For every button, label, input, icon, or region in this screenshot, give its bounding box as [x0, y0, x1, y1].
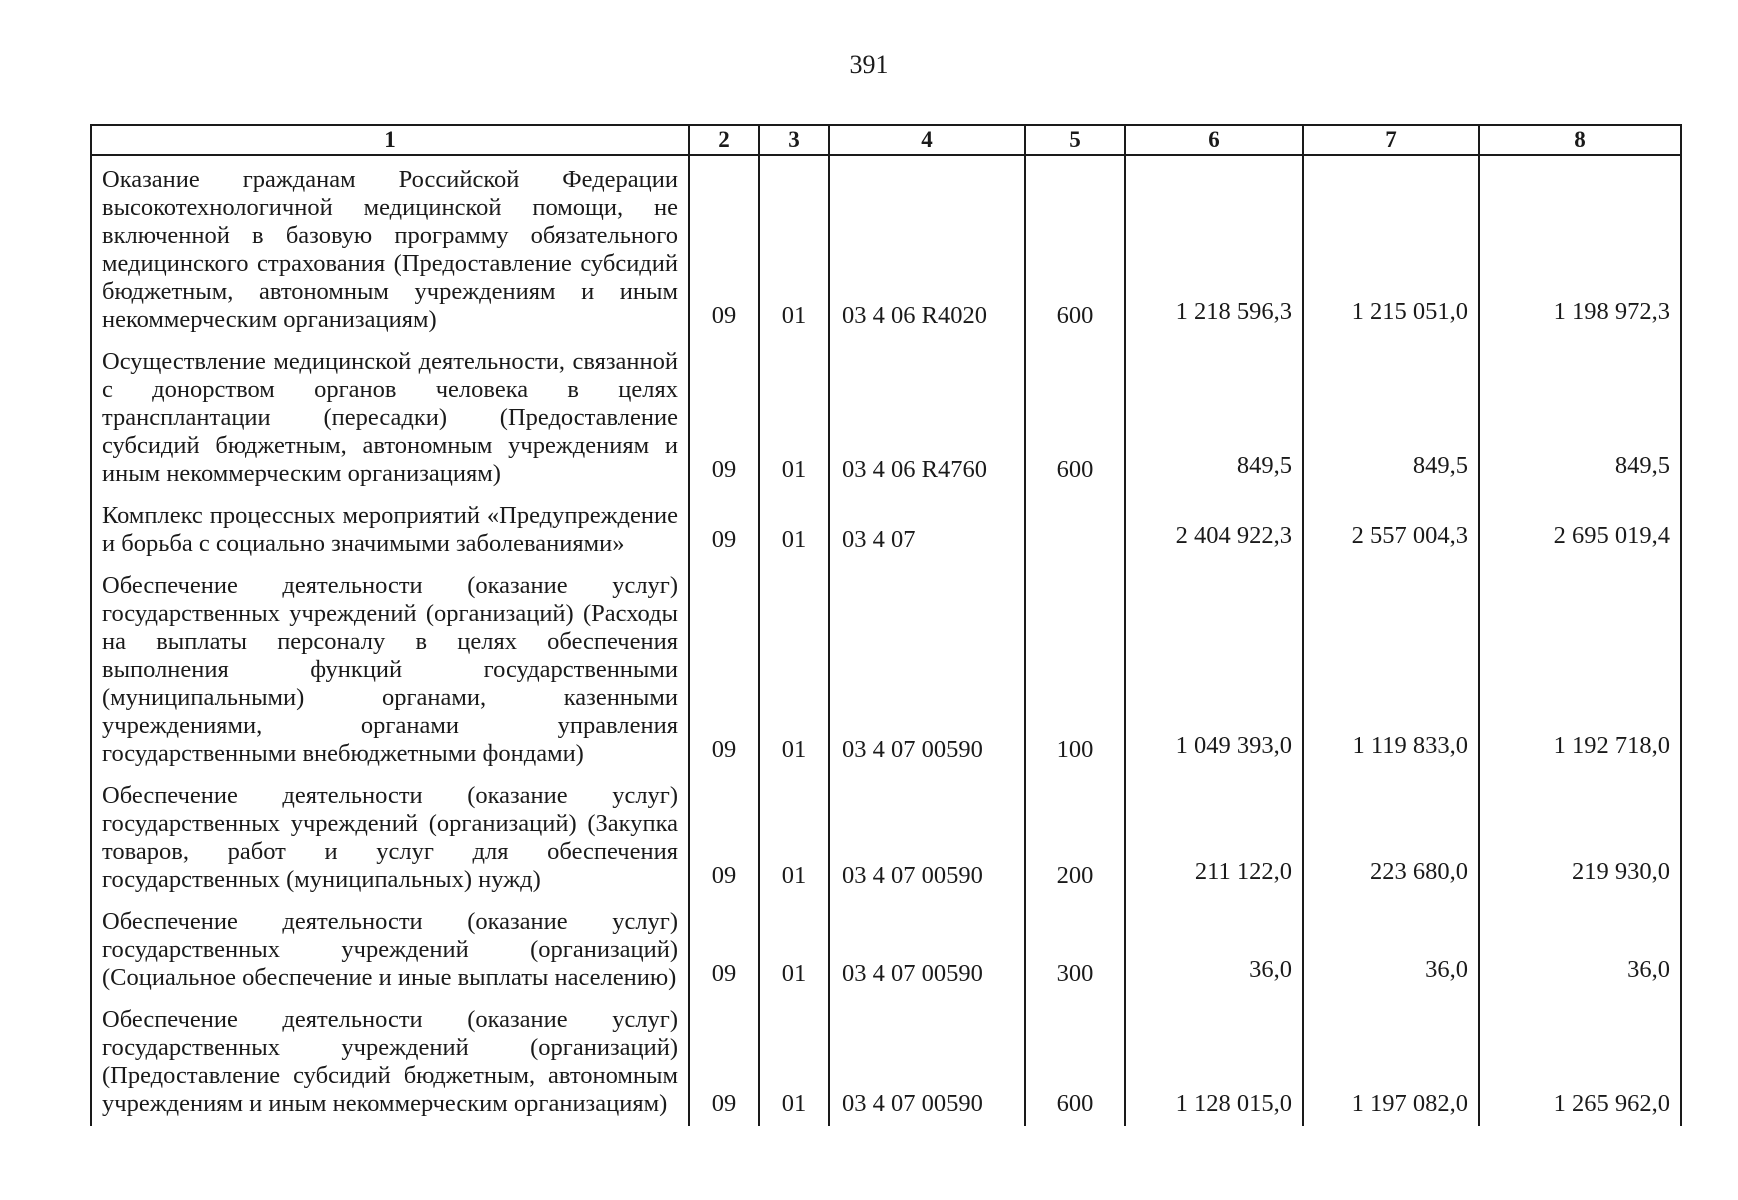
target-article-code: 03 4 07 00590 [829, 898, 1025, 996]
amount-year-1: 1 049 393,0 [1125, 562, 1303, 772]
amount-year-3: 1 265 962,0 [1479, 996, 1681, 1126]
amount-year-2: 223 680,0 [1303, 772, 1479, 898]
section-code: 09 [689, 898, 759, 996]
table-row [91, 562, 1681, 772]
column-header: 4 [829, 125, 1025, 155]
table-row [91, 338, 1681, 492]
expense-type-code: 200 [1025, 772, 1125, 898]
page-number: 391 [849, 50, 889, 79]
amount-year-1: 1 128 015,0 [1125, 996, 1303, 1126]
row-description: Обеспечение деятельности (оказание услуг) государственных учреждений (организаций) (Закупка товаров, работ и услуг для обеспечения государственных (муниципальных) нужд) [91, 772, 689, 898]
row-description: Обеспечение деятельности (оказание услуг) государственных учреждений (организаций) (Социальное обеспечение и иные выплаты населению) [91, 898, 689, 996]
row-description: Осуществление медицинской деятельности, связанной с донорством органов человека в целях трансплантации (пересадки) (Предоставление субсидий бюджетным, автономным учреждениям и иным некоммерческим организациям) [91, 338, 689, 492]
amount-year-3: 1 198 972,3 [1479, 155, 1681, 338]
amount-year-2: 849,5 [1303, 338, 1479, 492]
expense-type-code: 600 [1025, 338, 1125, 492]
section-code: 09 [689, 155, 759, 338]
expense-type-code: 300 [1025, 898, 1125, 996]
column-header: 7 [1303, 125, 1479, 155]
amount-year-3: 219 930,0 [1479, 772, 1681, 898]
section-code: 09 [689, 338, 759, 492]
expense-type-code: 600 [1025, 155, 1125, 338]
table-row [91, 772, 1681, 898]
target-article-code: 03 4 07 00590 [829, 562, 1025, 772]
amount-year-1: 2 404 922,3 [1125, 492, 1303, 562]
amount-year-2: 2 557 004,3 [1303, 492, 1479, 562]
subsection-code: 01 [759, 155, 829, 338]
amount-year-3: 849,5 [1479, 338, 1681, 492]
amount-year-1: 849,5 [1125, 338, 1303, 492]
target-article-code: 03 4 07 00590 [829, 996, 1025, 1126]
target-article-code: 03 4 06 R4020 [829, 155, 1025, 338]
section-code: 09 [689, 492, 759, 562]
amount-year-1: 1 218 596,3 [1125, 155, 1303, 338]
amount-year-2: 36,0 [1303, 898, 1479, 996]
subsection-code: 01 [759, 562, 829, 772]
column-header: 6 [1125, 125, 1303, 155]
column-header: 5 [1025, 125, 1125, 155]
column-header: 1 [91, 125, 689, 155]
expense-type-code [1025, 492, 1125, 562]
section-code: 09 [689, 996, 759, 1126]
amount-year-3: 1 192 718,0 [1479, 562, 1681, 772]
header-row [91, 125, 1681, 155]
amount-year-3: 2 695 019,4 [1479, 492, 1681, 562]
expense-type-code: 100 [1025, 562, 1125, 772]
amount-year-2: 1 215 051,0 [1303, 155, 1479, 338]
subsection-code: 01 [759, 338, 829, 492]
target-article-code: 03 4 07 00590 [829, 772, 1025, 898]
column-header: 3 [759, 125, 829, 155]
target-article-code: 03 4 06 R4760 [829, 338, 1025, 492]
section-code: 09 [689, 562, 759, 772]
row-description: Оказание гражданам Российской Федерации высокотехнологичной медицинской помощи, не включенной в базовую программу обязательного медицинского страхования (Предоставление субсидий бюджетным, автономным учреждениям и иным некоммерческим организациям) [91, 155, 689, 338]
row-description: Обеспечение деятельности (оказание услуг) государственных учреждений (организаций) (Предоставление субсидий бюджетным, автономным учреждениям и иным некоммерческим организациям) [91, 996, 689, 1126]
table-row [91, 492, 1681, 562]
amount-year-2: 1 197 082,0 [1303, 996, 1479, 1126]
row-description: Обеспечение деятельности (оказание услуг) государственных учреждений (организаций) (Расходы на выплаты персоналу в целях обеспечения выполнения функций государственными (муниципальными) органами, казенными учреждениями, органами управления государственными внебюджетными фондами) [91, 562, 689, 772]
subsection-code: 01 [759, 898, 829, 996]
subsection-code: 01 [759, 492, 829, 562]
amount-year-2: 1 119 833,0 [1303, 562, 1479, 772]
amount-year-1: 36,0 [1125, 898, 1303, 996]
target-article-code: 03 4 07 [829, 492, 1025, 562]
section-code: 09 [689, 772, 759, 898]
expense-type-code: 600 [1025, 996, 1125, 1126]
subsection-code: 01 [759, 996, 829, 1126]
budget-table [90, 124, 1682, 1126]
amount-year-1: 211 122,0 [1125, 772, 1303, 898]
column-header: 2 [689, 125, 759, 155]
table-row [91, 155, 1681, 338]
table-row [91, 898, 1681, 996]
table-row [91, 996, 1681, 1126]
subsection-code: 01 [759, 772, 829, 898]
column-header: 8 [1479, 125, 1681, 155]
amount-year-3: 36,0 [1479, 898, 1681, 996]
row-description: Комплекс процессных мероприятий «Предупреждение и борьба с социально значимыми заболеваниями» [91, 492, 689, 562]
